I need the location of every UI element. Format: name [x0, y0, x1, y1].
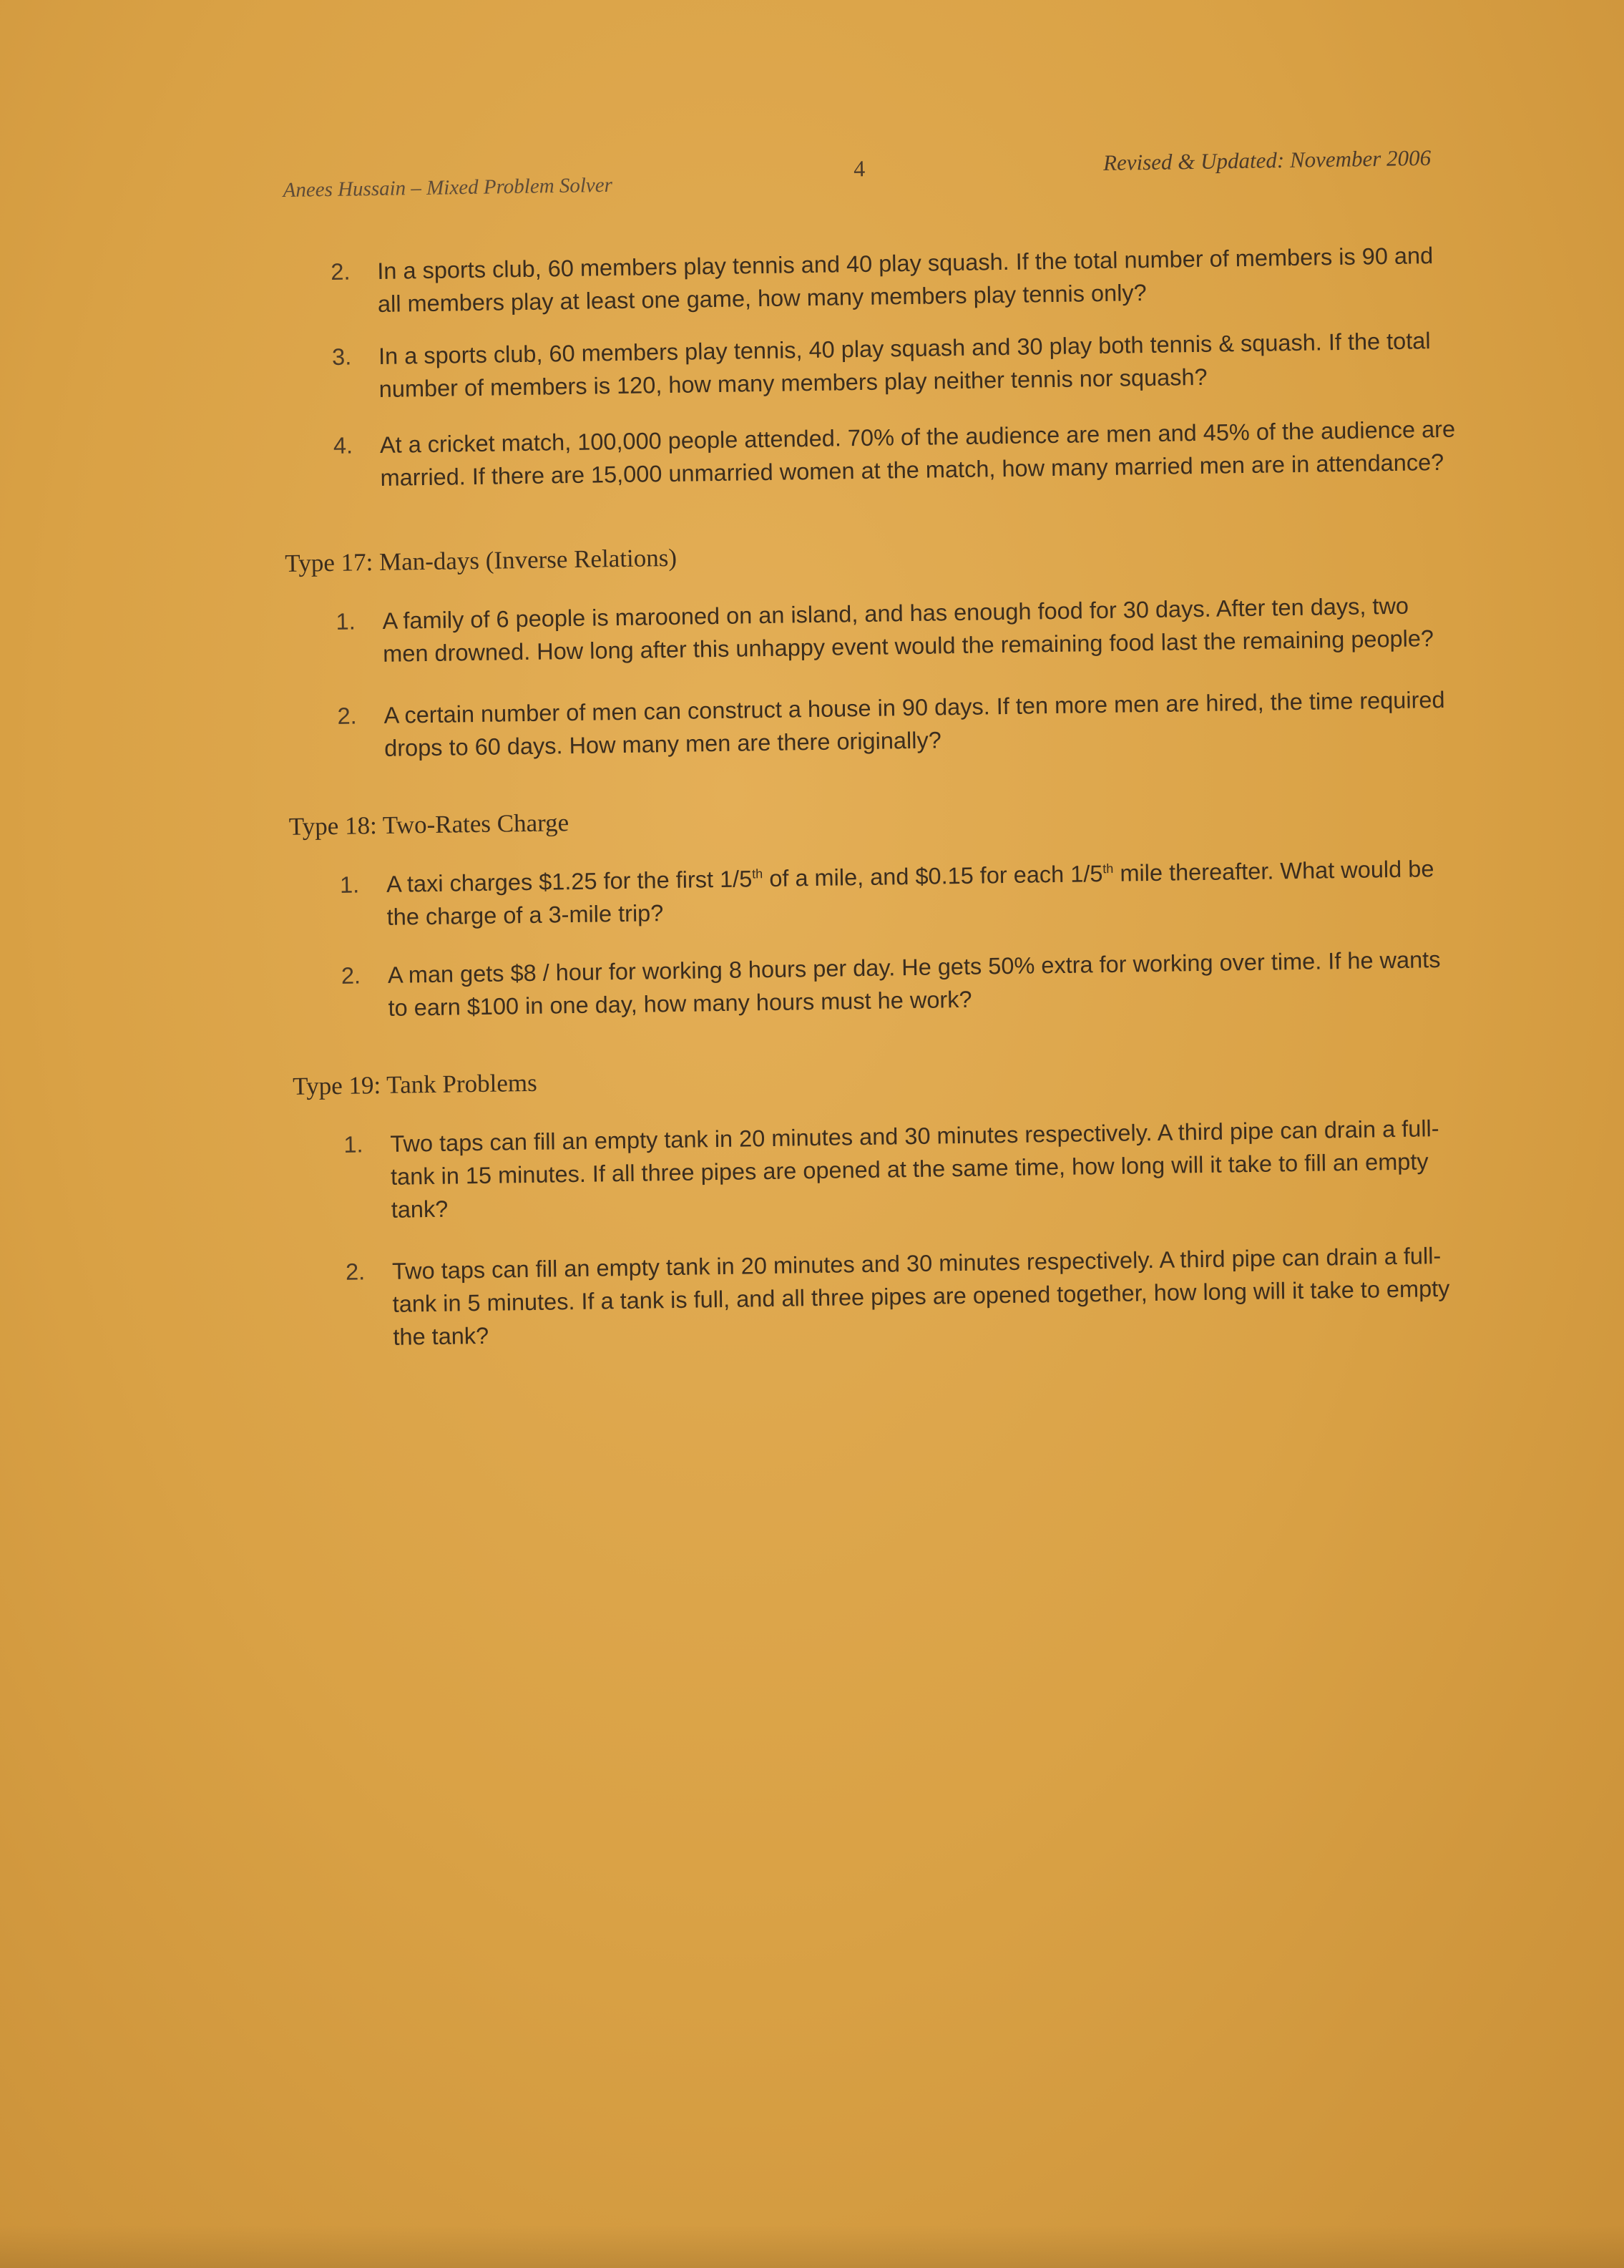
question-text: A certain number of men can construct a house in 90 days. If ten more men are hired, the time required drops to 60 days. How many men are there originally?: [383, 686, 1445, 761]
header-author: Anees Hussain – Mixed Problem Solver: [283, 173, 613, 202]
question-item: [287, 683, 1461, 766]
question-text: At a cricket match, 100,000 people attended. 70% of the audience are men and 45% of the audience are married. If there are 15,000 unmarried women at the match, how many married men are in attendance?: [379, 416, 1456, 491]
question-number: 2.: [345, 1258, 366, 1285]
question-item: [291, 943, 1465, 1026]
page-number: 4: [853, 155, 866, 182]
page-bottom-shadow: [0, 2225, 1624, 2268]
question-item: [285, 589, 1459, 672]
document-body: [280, 239, 1470, 1355]
question-number: 2.: [337, 703, 357, 729]
ordinal-suffix: th: [1102, 861, 1114, 876]
question-number: 3.: [331, 343, 352, 370]
question-number: 2.: [341, 962, 361, 989]
question-number: 4.: [333, 432, 353, 459]
question-number: 1.: [336, 608, 356, 635]
question-text-part: mile thereafter. What would be the charge of a 3-mile trip?: [386, 856, 1434, 930]
section-title-type-19: Type 19: Tank Problems: [292, 1068, 537, 1100]
question-text: A family of 6 people is marooned on an island, and has enough food for 30 days. After ten days, two men drowned. How long after this unhappy event would the remaining food last the remaining people?: [382, 592, 1434, 667]
question-item: [290, 852, 1464, 935]
question-item: [283, 413, 1457, 496]
ordinal-suffix: th: [751, 866, 763, 881]
header-revised-date: Revised & Updated: November 2006: [1102, 145, 1432, 175]
question-text: In a sports club, 60 members play tennis, 40 play squash and 30 play both tennis & squash. If the total number of members is 120, how many members play neither tennis nor squash?: [378, 328, 1431, 402]
question-text: [386, 856, 1434, 930]
section-title-type-17: Type 17: Man-days (Inverse Relations): [285, 543, 678, 577]
question-number: 1.: [343, 1131, 363, 1158]
section-title-type-18: Type 18: Two-Rates Charge: [288, 808, 569, 841]
question-item: [293, 1112, 1468, 1228]
question-item: [282, 324, 1456, 407]
page-header: [283, 145, 1432, 213]
question-text-part: of a mile, and $0.15 for each 1/5: [762, 861, 1103, 892]
question-text: In a sports club, 60 members play tennis and 40 play squash. If the total number of members is 90 and all members play at least one game, how many members play tennis only?: [377, 243, 1434, 317]
question-item: [295, 1239, 1470, 1355]
question-number: 1.: [339, 871, 360, 898]
question-text-part: A taxi charges $1.25 for the first 1/5: [386, 866, 753, 897]
question-item: [280, 239, 1454, 322]
question-text: Two taps can fill an empty tank in 20 minutes and 30 minutes respectively. A third pipe can drain a full-tank in 5 minutes. If a tank is full, and all three pipes are opened together, how long will it take to empty the tank?: [391, 1243, 1450, 1350]
question-text: A man gets $8 / hour for working 8 hours per day. He gets 50% extra for working over time. If he wants to earn $100 in one day, how many hours must he work?: [387, 947, 1441, 1021]
question-number: 2.: [331, 258, 351, 285]
question-text: Two taps can fill an empty tank in 20 minutes and 30 minutes respectively. A third pipe can drain a full-tank in 15 minutes. If all three pipes are opened at the same time, how long will it take to fill an empty tank?: [390, 1115, 1439, 1223]
